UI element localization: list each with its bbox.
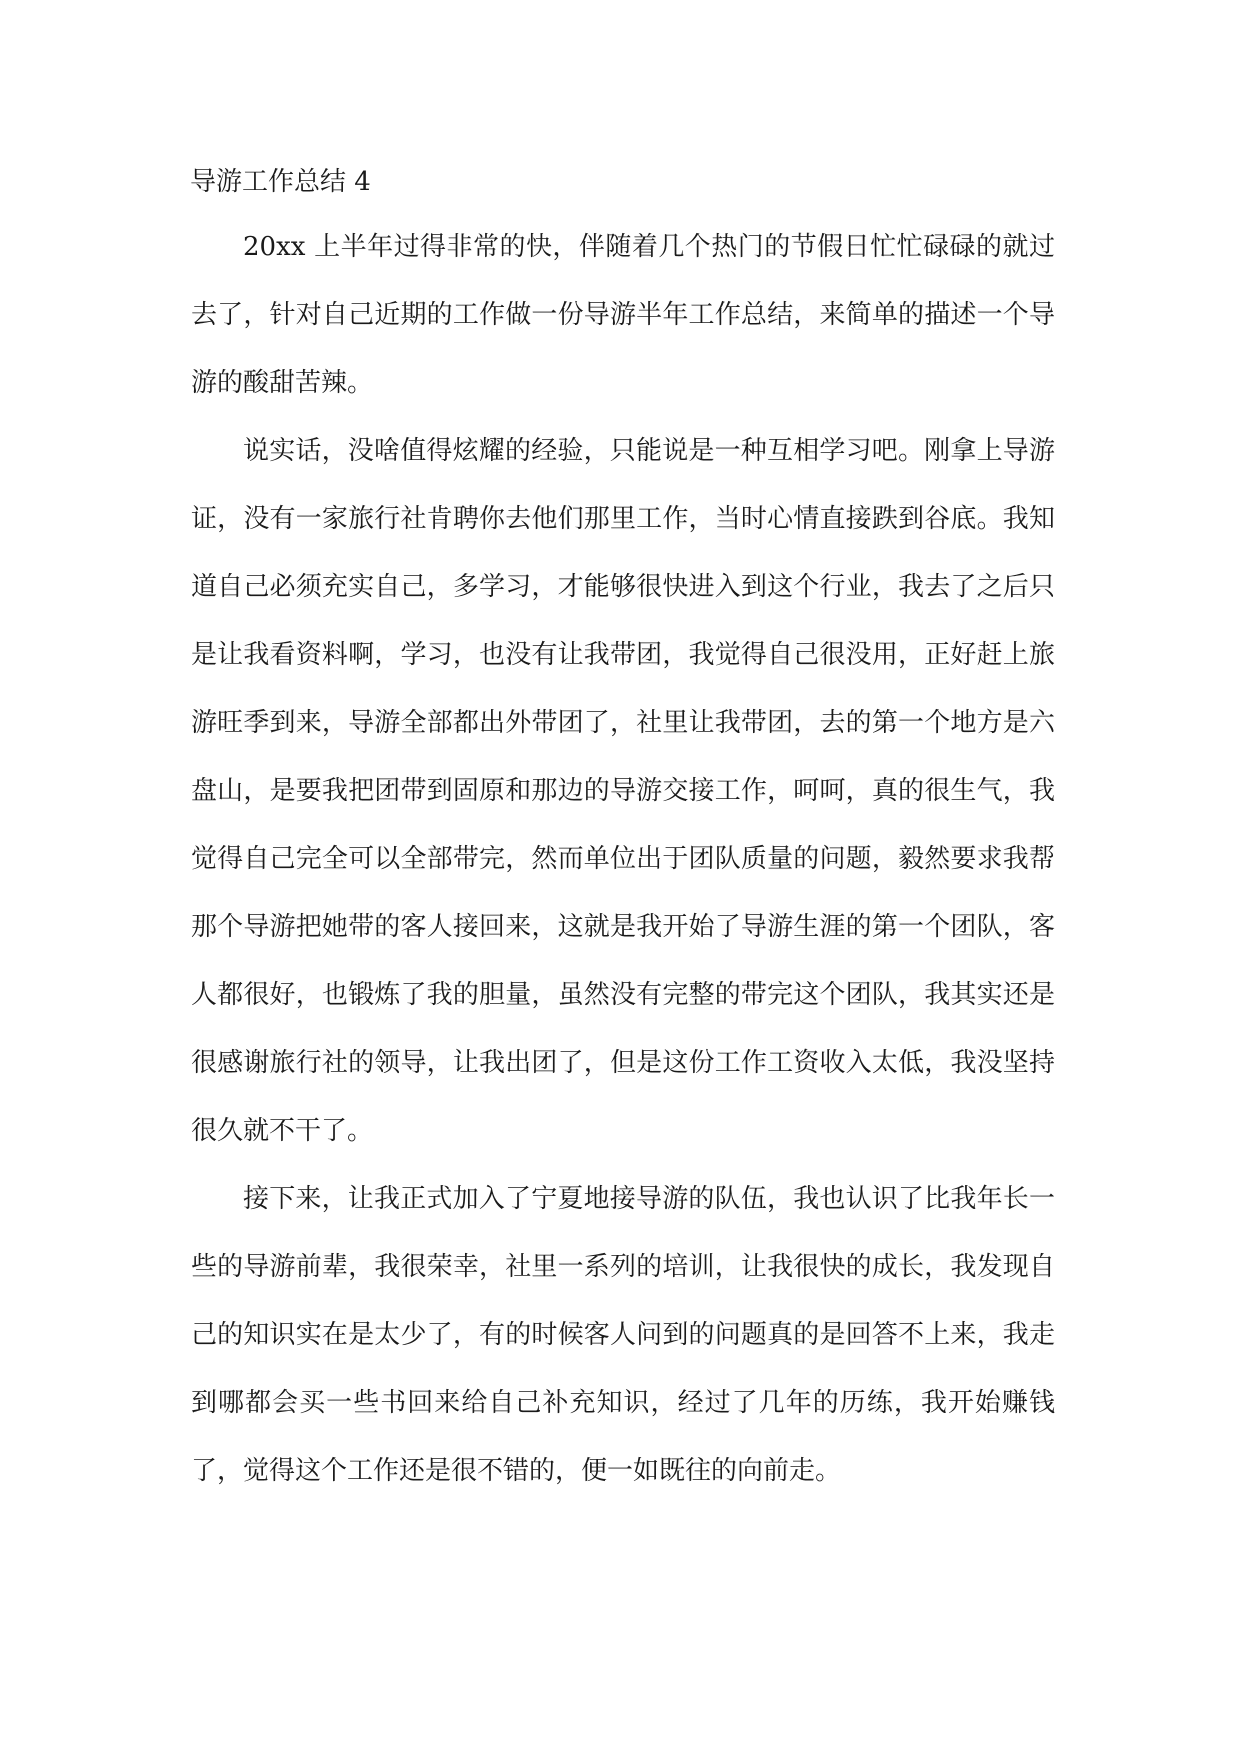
paragraph-3: 接下来，让我正式加入了宁夏地接导游的队伍，我也认识了比我年长一些的导游前辈，我很荣幸，社里一系列的培训，让我很快的成长，我发现自己的知识实在是太少了，有的时候客人问到的问题真的是回答不上来，我走到哪都会买一些书回来给自己补充知识，经过了几年的历练，我开始赚钱了，觉得这个工作还是很不错的，便一如既往的向前走。 <box>191 1184 1055 1486</box>
paragraph-1: 20xx 上半年过得非常的快，伴随着几个热门的节假日忙忙碌碌的就过去了，针对自己近期的工作做一份导游半年工作总结，来简单的描述一个导游的酸甜苦辣。 <box>191 232 1055 398</box>
document-body <box>191 213 1055 1505</box>
document-title: 导游工作总结 4 <box>190 167 371 197</box>
paragraph-2: 说实话，没啥值得炫耀的经验，只能说是一种互相学习吧。刚拿上导游证，没有一家旅行社肯聘你去他们那里工作，当时心情直接跌到谷底。我知道自己必须充实自己，多学习，才能够很快进入到这个行业，我去了之后只是让我看资料啊，学习，也没有让我带团，我觉得自己很没用，正好赶上旅游旺季到来，导游全部都出外带团了，社里让我带团，去的第一个地方是六盘山，是要我把团带到固原和那边的导游交接工作，呵呵，真的很生气，我觉得自己完全可以全部带完，然而单位出于团队质量的问题，毅然要求我帮那个导游把她带的客人接回来，这就是我开始了导游生涯的第一个团队，客人都很好，也锻炼了我的胆量，虽然没有完整的带完这个团队，我其实还是很感谢旅行社的领导，让我出团了，但是这份工作工资收入太低，我没坚持很久就不干了。 <box>191 436 1055 1146</box>
